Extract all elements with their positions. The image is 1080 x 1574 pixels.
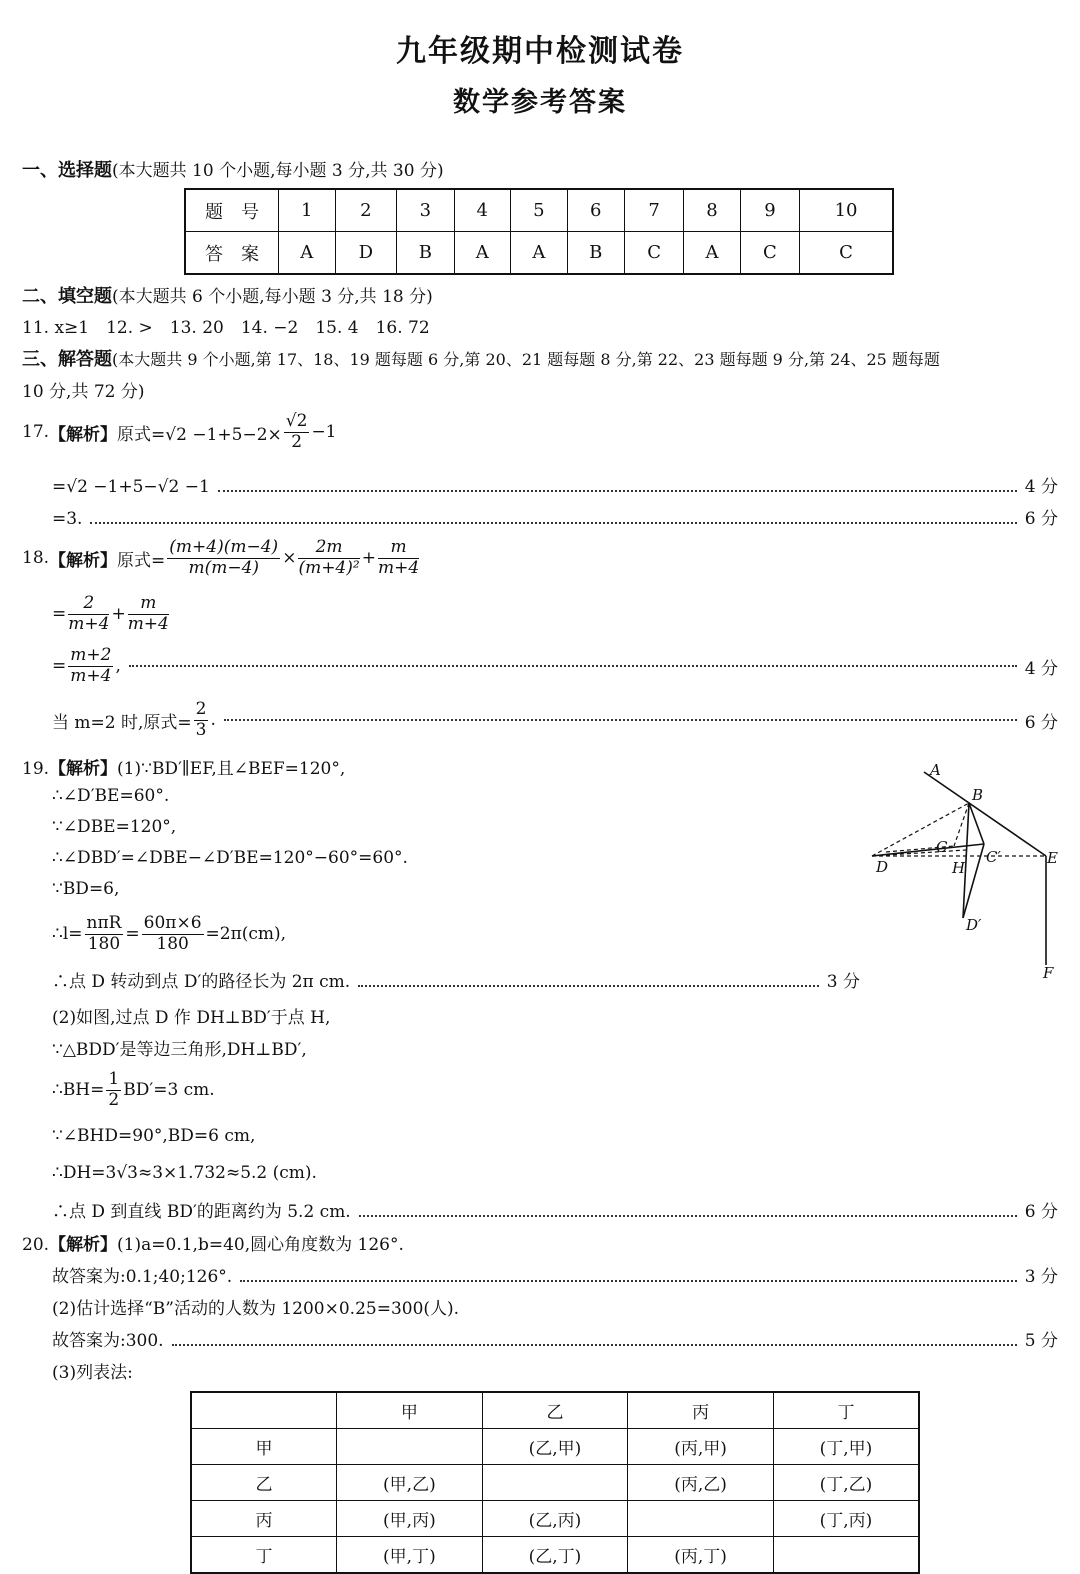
table-cell: 甲 (191, 1429, 337, 1465)
frac-den: m+4 (377, 557, 420, 578)
q17-fraction (284, 412, 310, 452)
table-cell: (丁,丙) (773, 1501, 919, 1537)
table-cell: (乙,丙) (482, 1501, 628, 1537)
frac-den: m(m−4) (188, 557, 260, 578)
answer-table-q-label: 题 号 (185, 189, 279, 232)
score: 6 分 (1024, 712, 1058, 733)
q19-l10-pre: ∴BH= (52, 1080, 105, 1101)
q20-line1 (22, 1230, 404, 1255)
label-D: D (876, 858, 889, 876)
frac-den: 2 (108, 1089, 120, 1110)
table-header-cell: 乙 (482, 1392, 628, 1429)
answer-table-q: 7 (624, 189, 683, 232)
q19-l12: ∴DH=3√3≈3×1.732≈5.2 (cm). (52, 1163, 317, 1183)
q18-l2-fraction-1 (68, 594, 109, 634)
table-cell: (乙,甲) (482, 1429, 628, 1465)
frac-num: 60π×6 (143, 913, 202, 933)
q17-line1 (22, 412, 337, 452)
frac-num: m (128, 594, 169, 615)
q20-l2 (52, 1262, 1058, 1287)
answer-table-q: 6 (567, 189, 624, 232)
answer-table-a: A (454, 232, 511, 275)
score: 6 分 (1024, 1202, 1058, 1222)
leader-dots (172, 1344, 1017, 1346)
label-A: A (930, 761, 941, 779)
frac-den: m+4 (127, 613, 169, 634)
answer-table-a: A (279, 232, 336, 275)
frac-den: m+4 (68, 613, 110, 634)
leader-dots (224, 719, 1017, 721)
answer-table-a: A (684, 232, 741, 275)
table-cell: 丙 (191, 1501, 337, 1537)
q17-line3-text: =3. (52, 509, 83, 529)
frac-num: 2 (68, 594, 109, 615)
label-B: B (972, 786, 984, 804)
score: 6 分 (1024, 509, 1058, 529)
label-F: F (1043, 964, 1054, 982)
label-E: E (1047, 849, 1058, 867)
leader-dots (90, 522, 1016, 524)
frac-num: m (378, 538, 419, 559)
answer-table-a: D (335, 232, 397, 275)
table-cell: (丁,乙) (773, 1465, 919, 1501)
q18-line3 (52, 646, 1058, 686)
q20-tag: 【解析】 (49, 1235, 118, 1255)
leader-dots (359, 1215, 1017, 1217)
table-cell: (丙,乙) (628, 1465, 774, 1501)
table-cell: (丁,甲) (773, 1429, 919, 1465)
table-cell: (乙,丁) (482, 1537, 628, 1574)
table-cell: 乙 (191, 1465, 337, 1501)
score: 4 分 (1024, 477, 1058, 497)
probability-table (190, 1391, 920, 1574)
q19-l4: ∴∠DBD′=∠DBE−∠D′BE=120°−60°=60°. (52, 848, 408, 868)
table-cell: (丙,甲) (628, 1429, 774, 1465)
q19-tag: 【解析】 (49, 759, 118, 779)
table-header-cell: 丁 (773, 1392, 919, 1429)
frac-num: 2m (298, 538, 359, 559)
table-cell: 丁 (191, 1537, 337, 1574)
section3-note-line2: 10 分,共 72 分) (22, 382, 145, 402)
q19-l9: ∵△BDD′是等边三角形,DH⊥BD′, (52, 1040, 307, 1060)
q18-fraction-3 (378, 538, 419, 578)
q19-l7-text: ∴点 D 转动到点 D′的路径长为 2π cm. (52, 972, 351, 992)
q19-l1: (1)∵BD′∥EF,且∠BEF=120°, (117, 759, 346, 779)
answer-table-a: C (800, 232, 893, 275)
q17-frac-den: 2 (291, 431, 303, 452)
label-C: C (936, 838, 948, 856)
q18-number: 18. (22, 548, 50, 569)
q17-line2-text: =√2 −1+5−√2 −1 (52, 477, 210, 497)
score: 5 分 (1024, 1331, 1058, 1351)
answer-table-a: C (740, 232, 799, 275)
frac-num: nπR (86, 913, 122, 933)
table-header-cell (191, 1392, 337, 1429)
answer-table-a-label: 答 案 (185, 232, 279, 275)
q19-geometry-figure (866, 760, 1066, 985)
q17-number: 17. (22, 422, 50, 443)
q18-l4-fraction (194, 700, 209, 740)
q19-l11: ∵∠BHD=90°,BD=6 cm, (52, 1126, 256, 1146)
section3-title: 三、解答题 (22, 349, 112, 370)
table-cell (628, 1501, 774, 1537)
q18-l4-pre: 当 m=2 时,原式= (52, 712, 192, 733)
q19-number: 19. (22, 759, 50, 779)
comma: , (115, 656, 121, 677)
table-cell (337, 1429, 483, 1465)
leader-dots (129, 665, 1017, 667)
q19-l2: ∴∠D′BE=60°. (52, 786, 170, 806)
page-title: 九年级期中检测试卷 (396, 34, 684, 69)
q20-l1: (1)a=0.1,b=40,圆心角度数为 126°. (117, 1235, 404, 1255)
q19-l8: (2)如图,过点 D 作 DH⊥BD′于点 H, (52, 1008, 331, 1028)
leader-dots (218, 490, 1017, 492)
q17-l1-pre: 原式=√2 −1+5−2× (117, 424, 282, 445)
table-header-cell: 丙 (628, 1392, 774, 1429)
q17-tag: 【解析】 (49, 424, 118, 445)
table-cell (482, 1465, 628, 1501)
equals-sign: = (52, 604, 67, 625)
frac-num: 2 (195, 699, 207, 719)
answer-table-q: 1 (279, 189, 336, 232)
frac-den: 180 (87, 933, 121, 954)
q19-l6-fraction-1 (85, 914, 124, 954)
section1-heading (22, 156, 444, 182)
table-row (191, 1429, 919, 1465)
table-cell: (甲,丙) (337, 1501, 483, 1537)
label-Dprime: D′ (966, 916, 982, 934)
section3-note-line1: (本大题共 9 个小题,第 17、18、19 题每题 6 分,第 20、21 题每题 8 分,第 22、23 题每题 9 分,第 24、25 题每题 (112, 350, 940, 369)
section2-heading (22, 282, 433, 308)
q20-l2-text: 故答案为:0.1;40;126°. (52, 1267, 233, 1287)
q18-tag: 【解析】 (49, 550, 118, 571)
line-DB (872, 803, 969, 856)
answer-table-a: C (624, 232, 683, 275)
answer-table-a: B (567, 232, 624, 275)
section2-title: 二、填空题 (22, 286, 112, 307)
answer-table-q: 3 (397, 189, 454, 232)
frac-den: 180 (156, 933, 189, 954)
section1-note: (本大题共 10 个小题,每小题 3 分,共 30 分) (112, 161, 444, 181)
table-cell: (甲,乙) (337, 1465, 483, 1501)
score: 3 分 (826, 972, 860, 992)
q18-line4 (52, 700, 1058, 740)
q20-l4 (52, 1326, 1058, 1351)
label-H: H (952, 859, 966, 877)
q19-l10 (52, 1070, 215, 1110)
table-header-cell: 甲 (337, 1392, 483, 1429)
label-Cprime: C′ (986, 848, 1001, 866)
line-BCprime (969, 803, 984, 844)
q19-l7 (52, 967, 860, 992)
plus-sign: + (111, 604, 126, 625)
q17-l1-post: −1 (311, 422, 337, 443)
q19-l13-text: ∴点 D 到直线 BD′的距离约为 5.2 cm. (52, 1202, 351, 1222)
frac-den: m+4 (70, 665, 112, 686)
q19-l10-fraction (106, 1070, 121, 1110)
q19-l6-pre: ∴l= (52, 924, 83, 945)
leader-dots (358, 985, 819, 987)
section2-note: (本大题共 6 个小题,每小题 3 分,共 18 分) (112, 287, 433, 307)
frac-num: m+2 (70, 645, 112, 665)
q19-l3: ∵∠DBE=120°, (52, 817, 177, 837)
plus-sign: + (361, 548, 376, 569)
times-sign: × (282, 548, 297, 569)
equals-sign: = (125, 924, 140, 945)
q20-l5: (3)列表法: (52, 1363, 133, 1383)
answer-table-a: B (397, 232, 454, 275)
q20-l4-text: 故答案为:300. (52, 1331, 164, 1351)
period: . (210, 710, 216, 731)
q17-frac-num: √2 (285, 411, 308, 431)
table-row (191, 1501, 919, 1537)
q18-l1-pre: 原式= (117, 550, 166, 571)
q18-fraction-2 (298, 538, 359, 578)
answer-table-q: 4 (454, 189, 511, 232)
section2-answers: 11. x≥1 12. > 13. 20 14. −2 15. 4 16. 72 (22, 318, 430, 338)
q17-line3 (52, 504, 1058, 529)
q18-fraction-1 (167, 538, 280, 578)
q17-line2 (52, 472, 1058, 497)
answer-table-answer-row (185, 232, 893, 275)
q19-l6-fraction-2 (142, 914, 204, 954)
q19-line1 (22, 754, 345, 779)
section3-heading (22, 345, 940, 371)
q19-l13 (52, 1197, 1058, 1222)
table-row (191, 1465, 919, 1501)
answer-table-q: 8 (684, 189, 741, 232)
leader-dots (240, 1280, 1017, 1282)
page-subtitle: 数学参考答案 (453, 87, 627, 118)
answer-table (184, 188, 894, 275)
answer-table-a: A (511, 232, 568, 275)
q18-l3-fraction (68, 646, 113, 686)
score: 4 分 (1024, 658, 1058, 679)
q18-l2-fraction-2 (128, 594, 169, 634)
section1-title: 一、选择题 (22, 160, 112, 181)
answer-table-q: 10 (800, 189, 893, 232)
frac-num: 1 (108, 1069, 120, 1089)
frac-den: 3 (195, 719, 207, 740)
frac-num: (m+4)(m−4) (169, 537, 279, 557)
q20-l3: (2)估计选择“B”活动的人数为 1200×0.25=300(人). (52, 1299, 460, 1319)
answer-table-question-row (185, 189, 893, 232)
q19-l6 (52, 914, 286, 954)
answer-table-q: 2 (335, 189, 397, 232)
q19-l5: ∵BD=6, (52, 879, 120, 899)
q19-l10-post: BD′=3 cm. (123, 1080, 215, 1101)
table-cell: (甲,丁) (337, 1537, 483, 1574)
score: 3 分 (1024, 1267, 1058, 1287)
table-cell: (丙,丁) (628, 1537, 774, 1574)
probability-table-header (191, 1392, 919, 1429)
frac-den: (m+4)² (298, 557, 360, 578)
q18-line1 (22, 538, 421, 578)
q20-number: 20. (22, 1235, 50, 1255)
answer-table-q: 5 (511, 189, 568, 232)
equals-sign: = (52, 656, 67, 677)
answer-table-q: 9 (740, 189, 799, 232)
q18-line2 (52, 594, 171, 634)
q19-l6-post: =2π(cm), (205, 924, 287, 945)
